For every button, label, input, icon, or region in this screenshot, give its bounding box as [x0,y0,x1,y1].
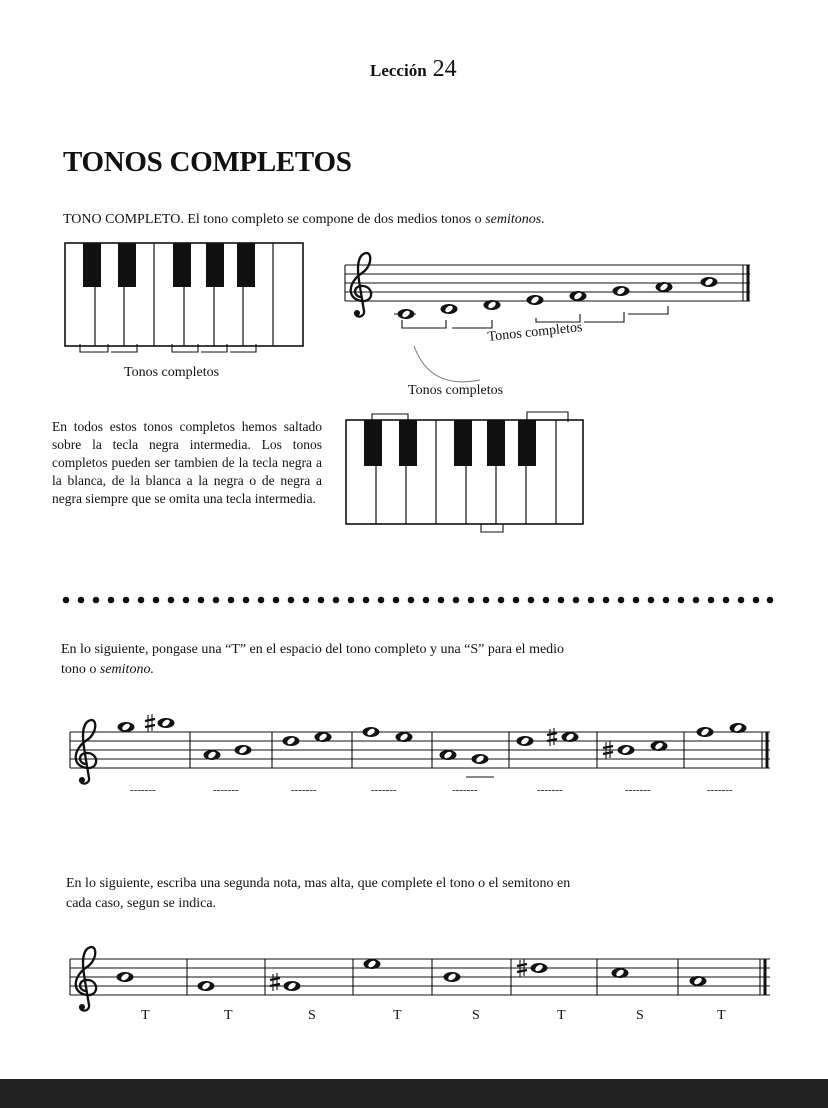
side-paragraph: En todos estos tonos completos hemos saltado sobre la tecla negra intermedia. Los tonos completos pueden ser tambien de la tecla negra a la blanca, de la blanca a la negra o de negra a negra siempre que se omita una tecla intermedia. [52,419,322,506]
answer-blank[interactable]: ------- [371,784,397,796]
answer-blank[interactable]: ------- [130,784,156,796]
answer-blank[interactable]: ------- [452,784,478,796]
interval-label: T [224,1008,233,1023]
intro-text: TONO COMPLETO. El tono completo se compone de dos medios tonos o [63,212,486,227]
answer-blank[interactable]: ------- [537,784,563,796]
lesson-label: Lección [370,61,427,80]
answer-blank[interactable]: ------- [291,784,317,796]
answer-blank[interactable]: ------- [213,784,239,796]
exercise-1-staff [70,714,770,784]
exercise-2-staff [70,947,770,1011]
caption-keyboard-2: Tonos completos [408,383,504,398]
page-bottom-edge [0,1079,828,1108]
dotted-separator [63,597,774,604]
exercise-1-italic: semitono. [99,661,154,677]
answer-blank[interactable]: ------- [707,784,733,796]
page-title: TONOS COMPLETOS [63,146,352,178]
exercise-1-text: En lo siguiente, pongase una “T” en el espacio del tono completo y una “S” para el medio tono o [61,642,565,677]
interval-label: S [636,1008,644,1023]
keyboard-2 [346,412,583,532]
interval-label: T [717,1008,726,1023]
keyboard-1 [65,243,303,352]
lesson-number: 24 [432,56,457,82]
staff-1 [345,253,750,382]
caption-staff-1: Tonos completos [487,320,584,345]
interval-label: T [141,1008,150,1023]
exercise-1-instructions [61,640,581,679]
interval-label: T [393,1008,402,1023]
intro-italic: semitonos. [485,212,545,227]
answer-blank[interactable]: ------- [625,784,651,796]
interval-label: T [557,1008,566,1023]
interval-label: S [308,1008,316,1023]
interval-label: S [472,1008,480,1023]
exercise-2-instructions: En lo siguiente, escriba una segunda nota, mas alta, que complete el tono o el semitono en cada caso, segun se indica. [66,876,571,911]
caption-keyboard-1: Tonos completos [124,365,220,380]
